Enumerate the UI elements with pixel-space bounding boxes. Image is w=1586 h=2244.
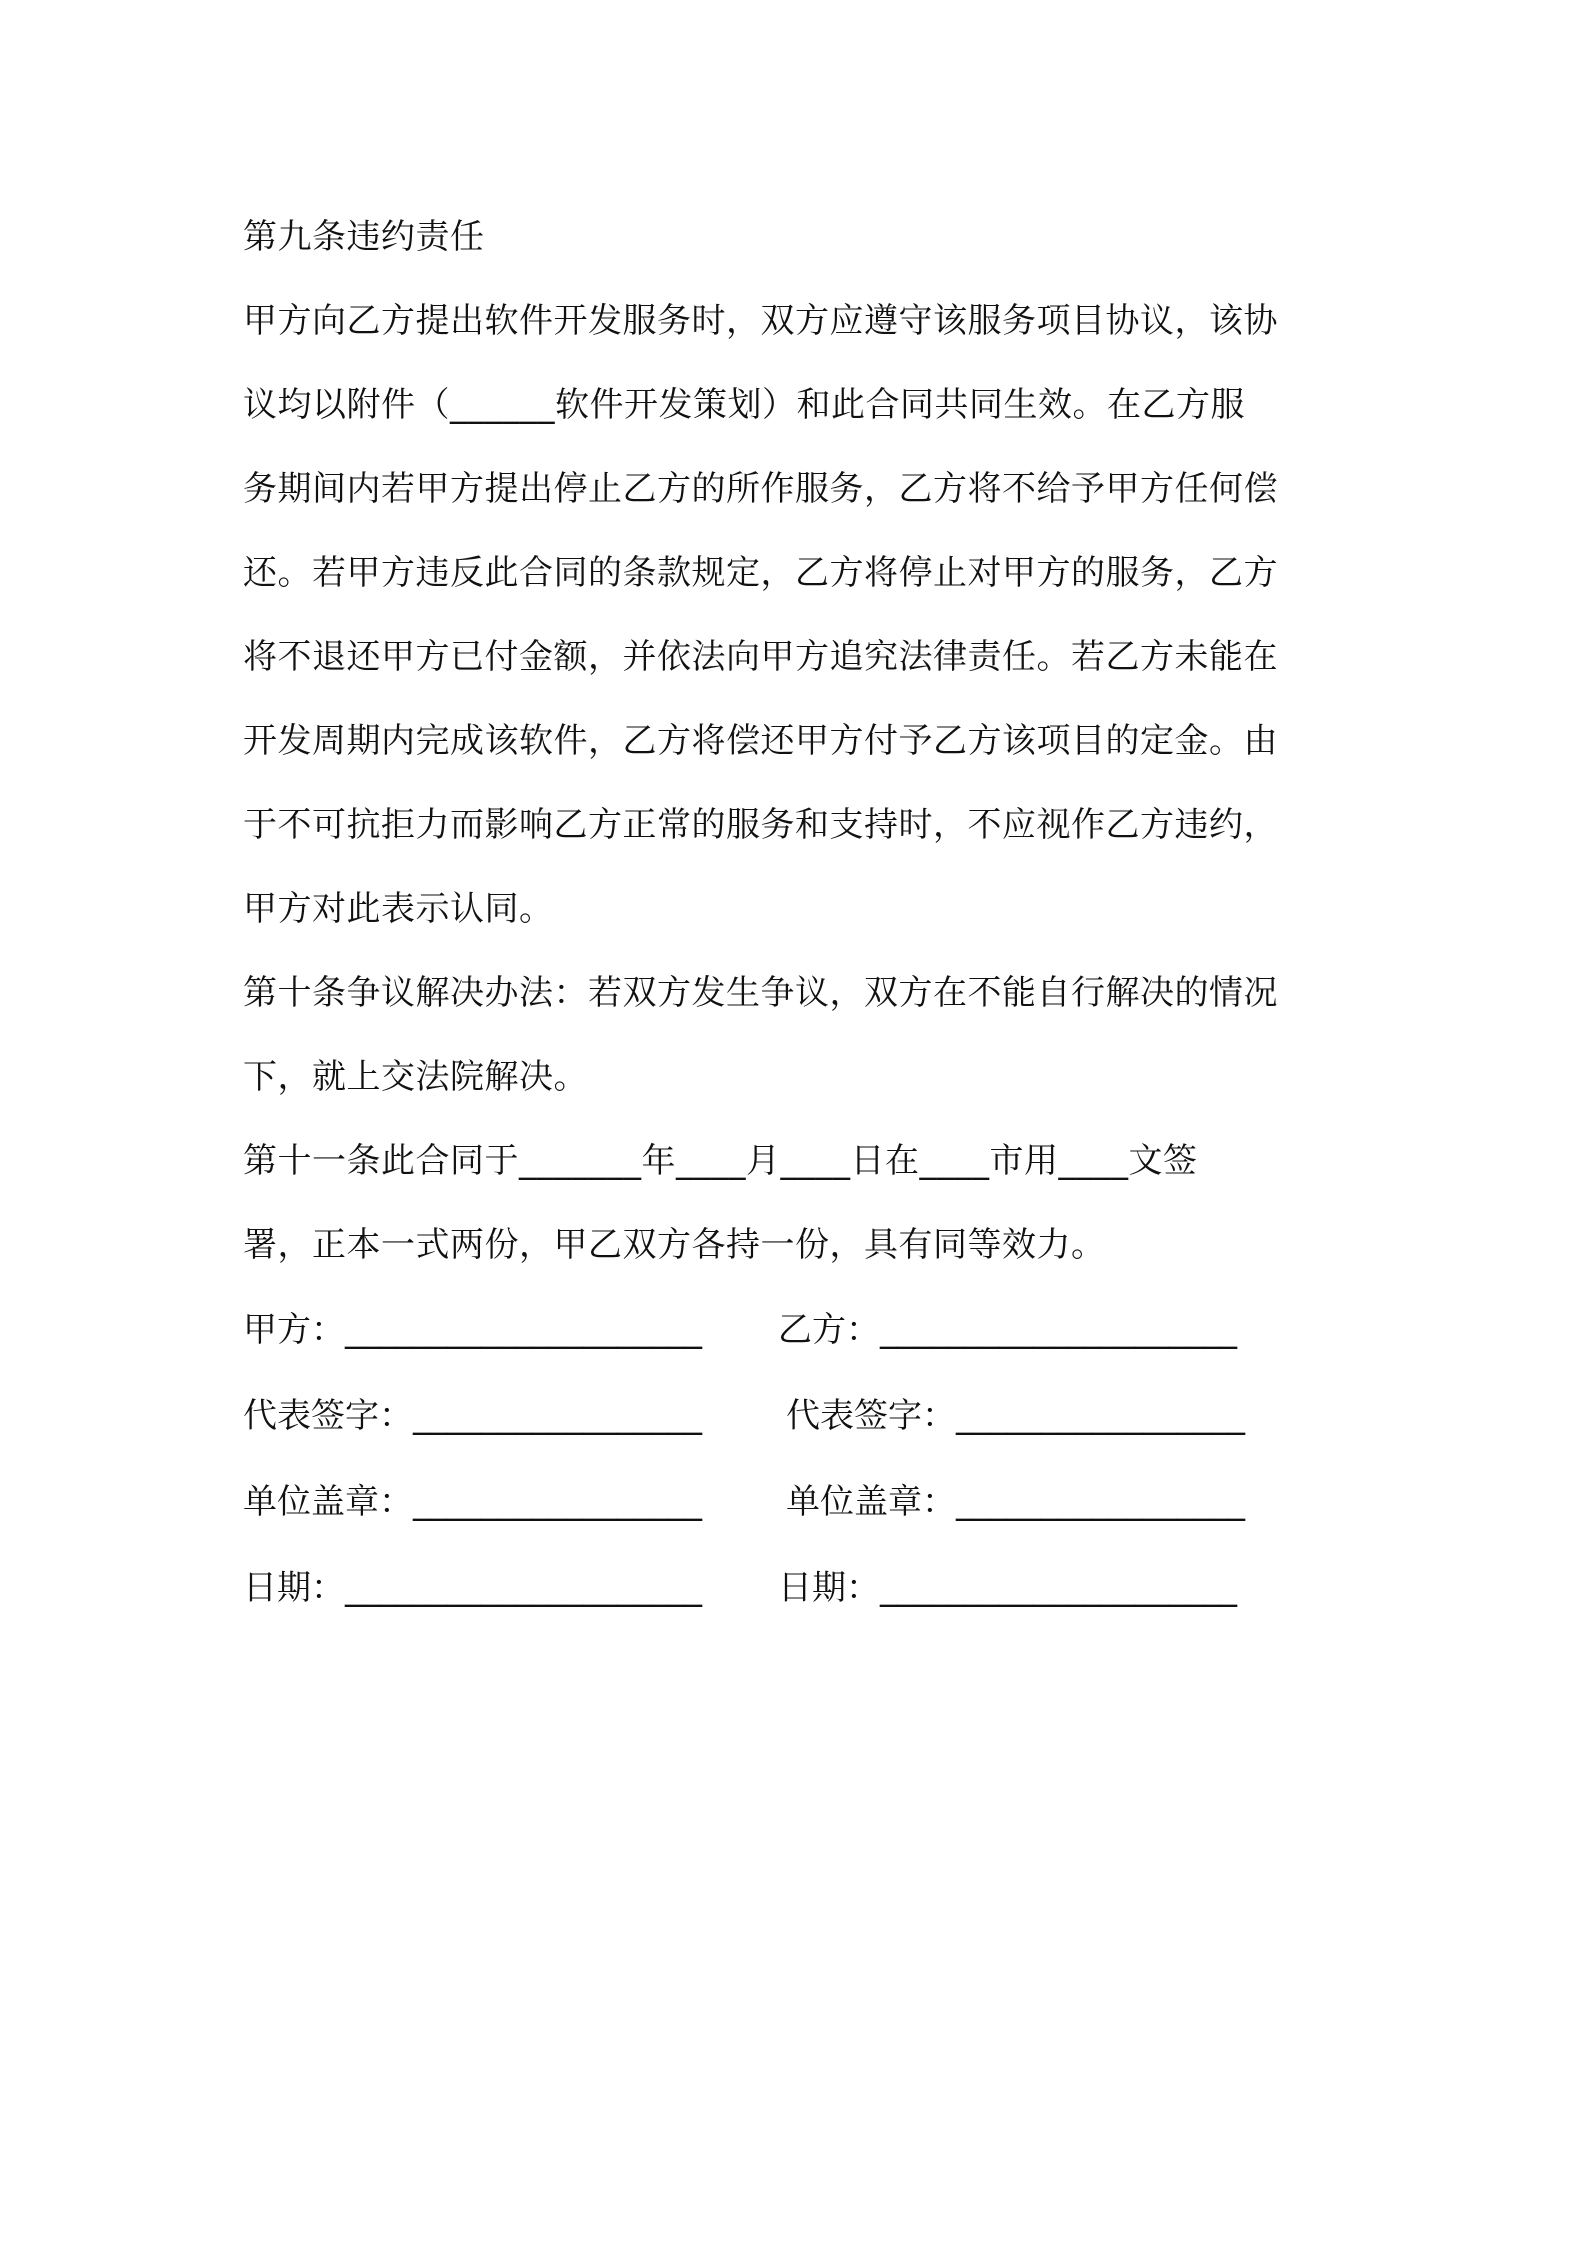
party-signature-row: [243, 1287, 1363, 1373]
party-b-field: 乙方：_____________________: [778, 1310, 1237, 1350]
article-9-line: 甲方对此表示认同。: [243, 889, 554, 929]
article-9-line: 议均以附件（______软件开发策划）和此合同共同生效。在乙方服: [243, 385, 1245, 425]
article-9-line: 将不退还甲方已付金额，并依法向甲方追究法律责任。若乙方未能在: [243, 637, 1278, 677]
date-a-field: 日期：_____________________: [243, 1568, 702, 1608]
article-9-line: 还。若甲方违反此合同的条款规定，乙方将停止对甲方的服务，乙方: [243, 553, 1278, 593]
article-10-line: 第十条争议解决办法：若双方发生争议，双方在不能自行解决的情况: [243, 973, 1278, 1013]
article-11-line: 第十一条此合同于_______年____月____日在____市用____文签: [243, 1141, 1198, 1181]
article-9-heading: 第九条违约责任: [243, 217, 485, 257]
article-9-line: 开发周期内完成该软件，乙方将偿还甲方付予乙方该项目的定金。由: [243, 721, 1278, 761]
party-a-field: 甲方：_____________________: [243, 1310, 702, 1350]
contract-body: [243, 195, 1363, 1631]
date-row: [243, 1545, 1363, 1631]
article-11-line: 署，正本一式两份，甲乙双方各持一份，具有同等效力。: [243, 1225, 1106, 1265]
seal-a-field: 单位盖章：_________________: [243, 1482, 702, 1522]
date-b-field: 日期：_____________________: [778, 1568, 1237, 1608]
representative-b-field: 代表签字：_________________: [786, 1396, 1245, 1436]
article-10-line: 下，就上交法院解决。: [243, 1057, 588, 1097]
article-9-line: 务期间内若甲方提出停止乙方的所作服务，乙方将不给予甲方任何偿: [243, 469, 1278, 509]
article-9-line: 甲方向乙方提出软件开发服务时，双方应遵守该服务项目协议，该协: [243, 301, 1278, 341]
article-9-line: 于不可抗拒力而影响乙方正常的服务和支持时，不应视作乙方违约，: [243, 805, 1278, 845]
representative-signature-row: [243, 1373, 1363, 1459]
seal-row: [243, 1459, 1363, 1545]
seal-b-field: 单位盖章：_________________: [786, 1482, 1245, 1522]
representative-a-field: 代表签字：_________________: [243, 1396, 702, 1436]
